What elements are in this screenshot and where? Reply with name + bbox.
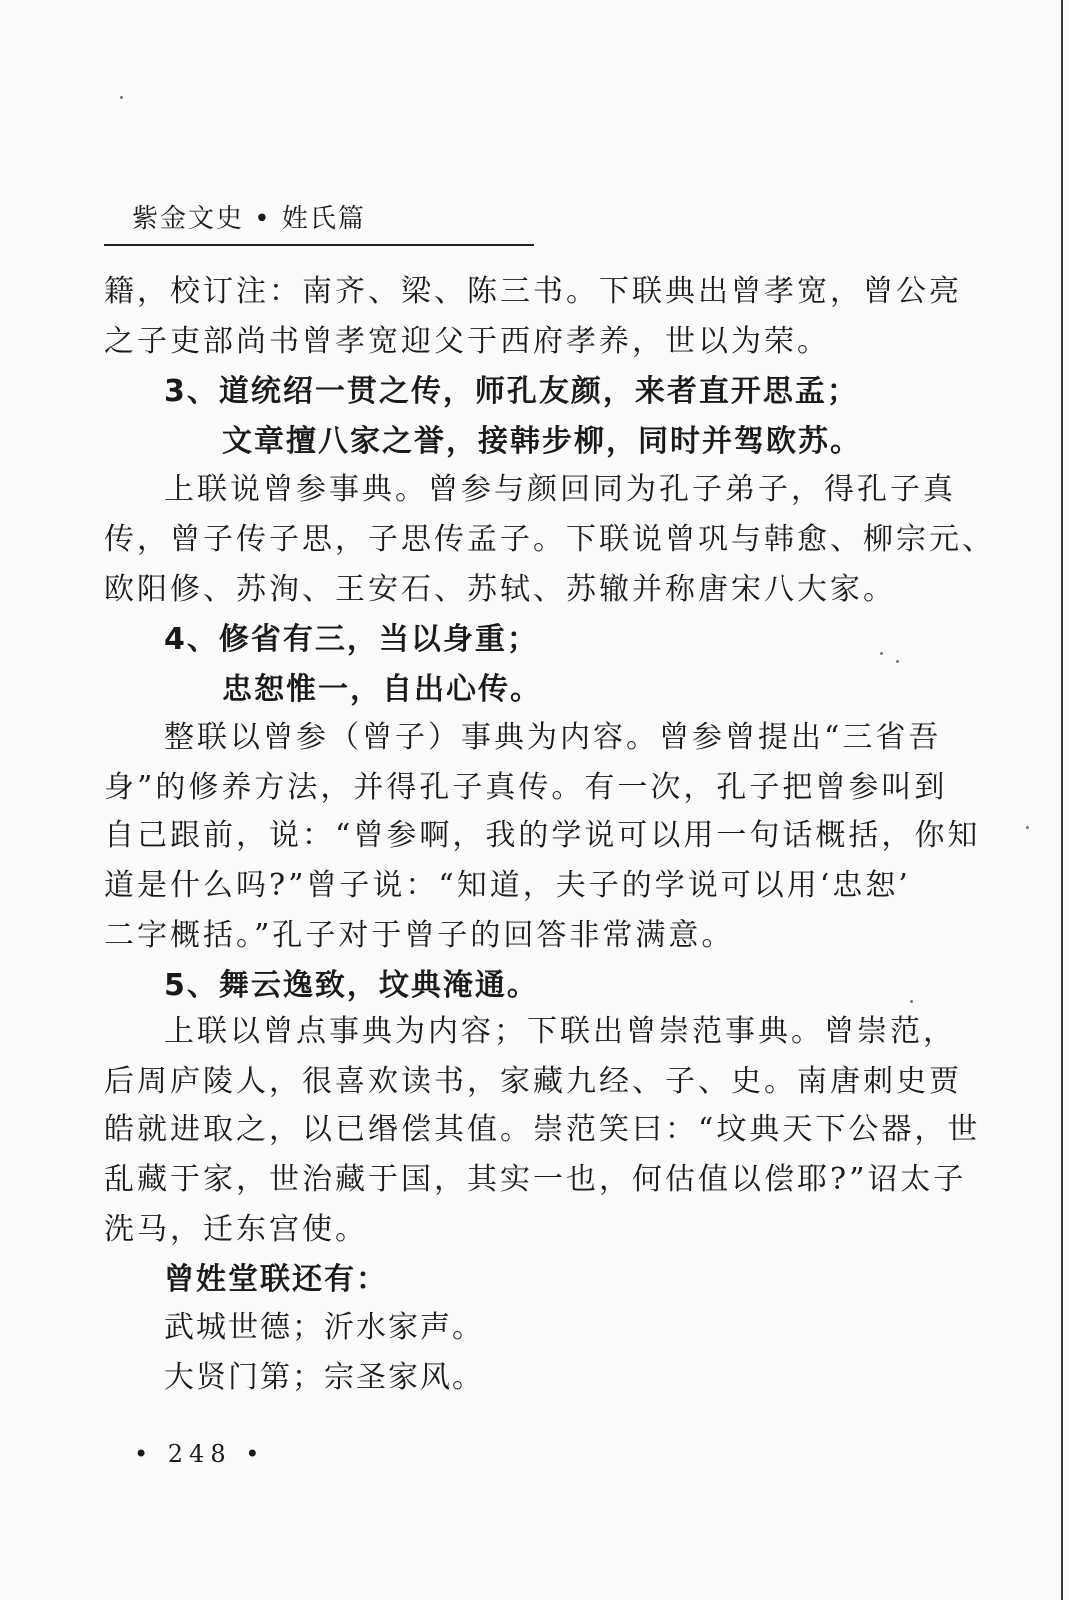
- hall-couplets-heading: 曾姓堂联还有：: [164, 1262, 388, 1297]
- scan-speck: [910, 1000, 913, 1003]
- scan-speck: [1026, 826, 1029, 829]
- page-edge-line: [1061, 0, 1063, 1600]
- couplet-3-first: 3、道统绍一贯之传，师孔友颜，来者直开思孟；: [164, 374, 859, 409]
- body-line: 乱藏于家，世治藏于国，其实一也，何估值以偿耶?”诏太子: [104, 1162, 967, 1197]
- body-line: 籍，校订注：南齐、梁、陈三书。下联典出曾孝宽，曾公亮: [104, 274, 962, 309]
- running-head: 紫金文史 • 姓氏篇: [132, 204, 366, 234]
- body-line: 后周庐陵人，很喜欢读书，家藏九经、子、史。南唐刺史贾: [104, 1064, 962, 1099]
- body-line: 自己跟前，说：“曾参啊，我的学说可以用一句话概括，你知: [104, 818, 981, 853]
- hall-couplet-line: 武城世德；沂水家声。: [164, 1310, 484, 1345]
- body-line: 道是什么吗?”曾子说：“知道，夫子的学说可以用‘忠恕’: [104, 868, 911, 903]
- hall-couplet-line: 大贤门第；宗圣家风。: [164, 1360, 484, 1395]
- body-line: 传，曾子传子思，子思传孟子。下联说曾巩与韩愈、柳宗元、: [104, 522, 995, 557]
- body-line: 身”的修养方法，并得孔子真传。有一次，孔子把曾参叫到: [104, 770, 948, 805]
- couplet-4-second: 忠恕惟一，自出心传。: [222, 672, 542, 707]
- scan-speck: [896, 660, 899, 663]
- couplet-3-second: 文章擅八家之誉，接韩步柳，同时并驾欧苏。: [222, 424, 862, 459]
- couplet-5: 5、舞云逸致，坟典淹通。: [164, 968, 539, 1003]
- body-line: 洗马，迁东宫使。: [104, 1212, 368, 1247]
- body-line: 皓就进取之，以已缗偿其值。崇范笑曰：“坟典天下公器，世: [104, 1112, 981, 1147]
- body-line: 欧阳修、苏洵、王安石、苏轼、苏辙并称唐宋八大家。: [104, 572, 896, 607]
- body-line: 整联以曾参（曾子）事典为内容。曾参曾提出“三省吾: [164, 720, 942, 755]
- body-line: 之子吏部尚书曾孝宽迎父于西府孝养，世以为荣。: [104, 324, 830, 359]
- body-line: 上联以曾点事典为内容；下联出曾崇范事典。曾崇范，: [164, 1014, 956, 1049]
- scan-speck: [880, 652, 883, 655]
- header-rule: [104, 244, 534, 246]
- body-line: 上联说曾参事典。曾参与颜回同为孔子弟子，得孔子真: [164, 472, 956, 507]
- body-line: 二字概括。”孔子对于曾子的回答非常满意。: [104, 918, 735, 953]
- page-number: • 248 •: [134, 1440, 266, 1468]
- scan-speck: [120, 96, 123, 99]
- couplet-4-first: 4、修省有三，当以身重；: [164, 622, 539, 657]
